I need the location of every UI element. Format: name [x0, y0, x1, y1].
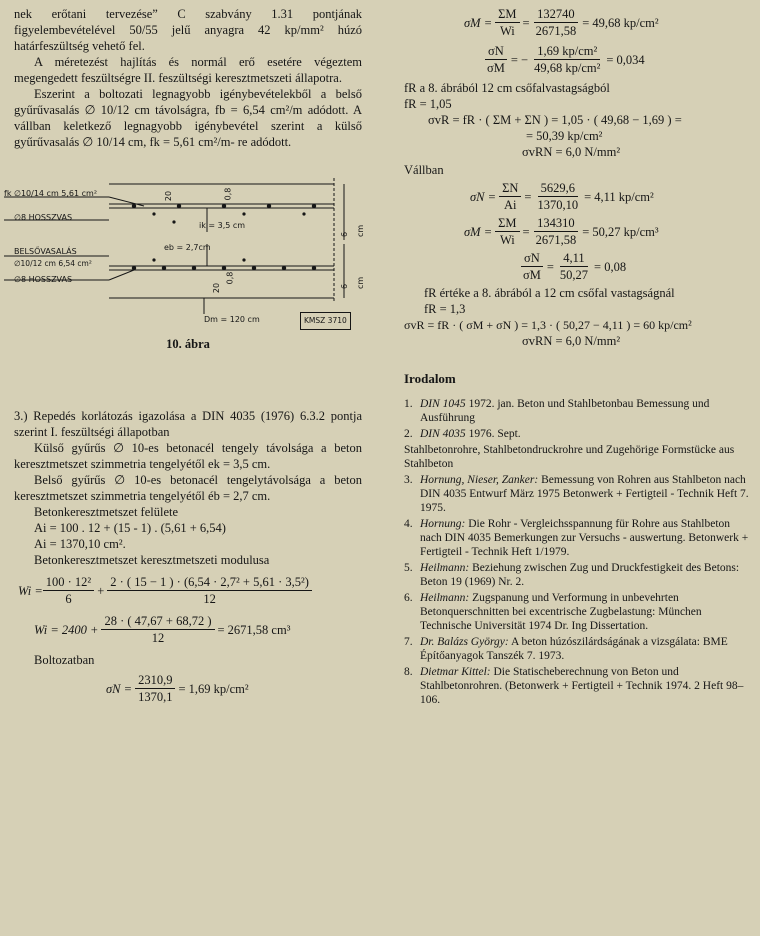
- reference-number: 8.: [404, 666, 413, 678]
- fr-text-1: fR a 8. ábrából 12 cm csőfalvastagságból: [404, 81, 610, 95]
- reference-body: A beton húzószilárdságának a vizsgálata: BME Építőanyagok Tanszék 7. 1973.: [420, 636, 728, 662]
- reference-item: [404, 561, 750, 589]
- label-dim-20-bottom: 20: [212, 282, 222, 294]
- boltozat-label: Boltozatban: [34, 653, 95, 667]
- label-hosszvas-top: ∅8 HOSSZVAS: [14, 213, 73, 222]
- section-3-paragraph-1: Külső gyűrűs ∅ 10-es betonacél tengely távolsága a beton keresztmetszet szimmetria tengelyétől ek = 3,5 cm.: [14, 441, 362, 471]
- reference-body: Bemessung von Rohren aus Stahlbeton nach DIN 4035 Entwurf März 1975 Betonwerk + Fertigteil - Technik Heft 7. 1975.: [420, 474, 749, 514]
- reference-text: [420, 517, 750, 559]
- reference-body: Stahlbetonrohre, Stahlbetondruckrohre und Zugehörige Formstücke aus Stahlbeton: [404, 444, 735, 470]
- label-hosszvas-bottom: ∅8 HOSSZVAS: [14, 275, 73, 284]
- reference-author: Dr. Balázs György:: [420, 636, 509, 648]
- references-list: [404, 397, 750, 707]
- label-ik: ik = 3,5 cm: [199, 221, 246, 230]
- figure-caption: 10. ábra: [166, 337, 210, 351]
- fr-value-1: fR = 1,05: [404, 97, 452, 111]
- reference-item: [404, 591, 750, 633]
- reference-text: [420, 397, 750, 425]
- modulus-label: Betonkeresztmetszet keresztmetszeti modulusa: [34, 553, 270, 567]
- reference-text: [420, 473, 750, 515]
- reference-number: 1.: [404, 398, 413, 410]
- right-column: [404, 0, 750, 709]
- sigma-vr-line-3: σvR = fR · ( σM + σN ) = 1,3 · ( 50,27 − 4,11 ) = 60 kp/cm²: [404, 318, 692, 332]
- reference-text: [420, 561, 750, 589]
- label-6cm-top: 6 cm: [340, 224, 365, 237]
- reference-author: DIN 1045: [420, 398, 466, 410]
- reference-item: [404, 665, 750, 707]
- reference-text: [404, 443, 750, 471]
- irodalom-heading: Irodalom: [404, 371, 456, 386]
- sigma-m-equation: σM = $\frac{\Sigma M}{Wi}$ = $\frac{132740}{2671,58}$ = 49,68 kp/cm²: [464, 7, 659, 38]
- reference-item: [404, 517, 750, 559]
- reference-number: 6.: [404, 592, 413, 604]
- reference-item: [404, 635, 750, 663]
- label-dim-20-top: 20: [164, 190, 174, 202]
- reference-number: 7.: [404, 636, 413, 648]
- vallban-label: Vállban: [404, 163, 444, 177]
- area-label: Betonkeresztmetszet felülete: [34, 505, 179, 519]
- reference-text: [420, 635, 750, 663]
- section-3-paragraph-2: Belső gyűrűs ∅ 10-es betonacél tengelytávolsága a beton keresztmetszet szimmetria tengelyétől éb = 2,7 cm.: [14, 473, 362, 503]
- sigma-n-equation: σN = $\frac{2310,9}{1370,1}$ = 1,69 kp/cm²: [106, 673, 249, 704]
- label-belsovasalas-value: ∅10/12 cm 6,54 cm²: [14, 259, 92, 268]
- reference-item: [404, 427, 750, 441]
- reference-text: [420, 591, 750, 633]
- reference-body: Beziehung zwischen Zug und Druckfestigkeit des Betons: Beton 19 (1969) Nr. 2.: [420, 562, 740, 588]
- label-kmsz: KMSZ 3710: [300, 312, 351, 330]
- reference-text: [420, 427, 750, 441]
- reference-text: [420, 665, 750, 707]
- reference-author: Hornung, Nieser, Zanker:: [420, 474, 539, 486]
- label-eb: eb = 2,7cm: [164, 243, 211, 252]
- intro-paragraph-2: A méretezést hajlítás és normál erő esetére végeztem megengedett feszültségre II. feszültségi keresztmetszeti állapotra.: [14, 55, 362, 85]
- reference-number: 3.: [404, 474, 413, 486]
- ai-equation-2: Ai = 1370,10 cm².: [34, 537, 126, 551]
- intro-paragraph-3: Eszerint a boltozati legnagyobb igénybevételekből a belső gyűrűvasalás ∅ 10/12 cm távolságra, fb = 6,54 cm²/m adódott. A vállban keletkező legnagyobb igénybevétel szerint a külső gyűrűvasalás ∅ 10/14 cm, fk = 5,61 cm²/m- re adódott.: [14, 87, 362, 149]
- fr-text-2: fR értéke a 8. ábrából a 12 cm csőfal vastagságnál: [424, 286, 675, 300]
- reference-author: Hornung:: [420, 518, 466, 530]
- left-column: [4, 0, 365, 705]
- sigma-vrn-line-2: σvRN = 6,0 N/mm²: [522, 334, 621, 348]
- reference-author: DIN 4035: [420, 428, 466, 440]
- v-sigma-m-equation: σM = $\frac{\Sigma M}{Wi}$ = $\frac{134310}{2671,58}$ = 50,27 kp/cm³: [464, 216, 659, 247]
- intro-paragraph-1: nek erőtani tervezése” C szabvány 1.31 pontjának figyelembevételével 50/55 jelű anyagra 42 kp/mm² húzó határfeszültség vehető fel.: [14, 7, 362, 53]
- sigma-vrn-line-1: σvRN = 6,0 N/mm²: [522, 145, 621, 159]
- ai-equation-1: Ai = 100 . 12 + (15 - 1) . (5,61 + 6,54): [34, 521, 226, 535]
- wi-equation-2: Wi = 2400 + $\frac{28 \cdot ( 47,67 + 68,72 )}{12}$ = 2671,58 cm³: [34, 614, 291, 645]
- v-sigma-n-equation: σN = $\frac{\Sigma N}{Ai}$ = $\frac{5629,6}{1370,10}$ = 4,11 kp/cm²: [470, 181, 654, 212]
- reference-author: Heilmann:: [420, 562, 470, 574]
- section-3-title: 3.) Repedés korlátozás igazolása a DIN 4035 (1976) 6.3.2 pontja szerint I. feszültségi állapotban: [14, 409, 362, 439]
- reference-body: 1976. Sept.: [465, 428, 521, 440]
- label-6cm-bottom: 6 cm: [340, 276, 365, 289]
- reference-author: Heilmann:: [420, 592, 470, 604]
- label-fk: fk ∅10/14 cm 5,61 cm²: [4, 189, 98, 198]
- label-dm: Dm = 120 cm: [204, 315, 260, 324]
- sigma-vr-line-1: σvR = fR · ( ΣM + ΣN ) = 1,05 · ( 49,68 − 1,69 ) =: [428, 113, 682, 127]
- reference-body: 1972. jan. Beton und Stahlbetonbau Bemessung und Ausführung: [420, 398, 710, 424]
- wi-equation-1: Wi = $\frac{\text{100 · 12²}}{6}$ + $\frac{\text{2 · ( 15 − 1 ) · (6,54 · 2,7² + 5,61 · 3,5²)}}{12}$: [18, 574, 362, 607]
- reference-author: Dietmar Kittel:: [420, 666, 491, 678]
- reference-item: [404, 443, 750, 471]
- label-belsovasalas: BELSŐVASALÁS: [14, 247, 77, 256]
- fr-value-2: fR = 1,3: [424, 302, 466, 316]
- reference-body: Die Rohr - Vergleichsspannung für Rohre aus Stahlbeton nach DIN 4035 Bemerkungen zur Versuchs - auswertung. Betonwerk + Fertigteil - Technik Heft 1/1979.: [420, 518, 749, 558]
- sigma-ratio-equation: $\frac{\sigma N}{\sigma M}$ = − $\frac{\text{1,69 kp/cm²}}{\text{49,68 kp/cm²}}$ = 0,034: [487, 44, 645, 75]
- reference-item: [404, 473, 750, 515]
- figure-10: [4, 172, 365, 352]
- label-dim-08-top: 0,8: [223, 187, 233, 201]
- label-dim-08-bottom: 0,8: [225, 271, 235, 285]
- v-sigma-ratio-equation: $\frac{\sigma N}{\sigma M}$ = $\frac{4,11}{50,27}$ = 0,08: [523, 251, 627, 282]
- reference-item: [404, 397, 750, 425]
- reference-body: Die Statischeberechnung von Beton und Stahlbetonrohren. (Betonwerk + Fertigteil + Technik 1974. 2 Heft 98–106.: [420, 666, 744, 706]
- sigma-vr-line-2: = 50,39 kp/cm²: [526, 129, 603, 143]
- reference-number: 4.: [404, 518, 413, 530]
- reference-number: 5.: [404, 562, 413, 574]
- reference-number: 2.: [404, 428, 413, 440]
- reference-body: Zugspanung und Verformung in unbevehrten Betonquerschnitten bei excentrische Zugbelastung: München Technische Universität 1974 Dr. Ing Dissertation.: [420, 592, 702, 632]
